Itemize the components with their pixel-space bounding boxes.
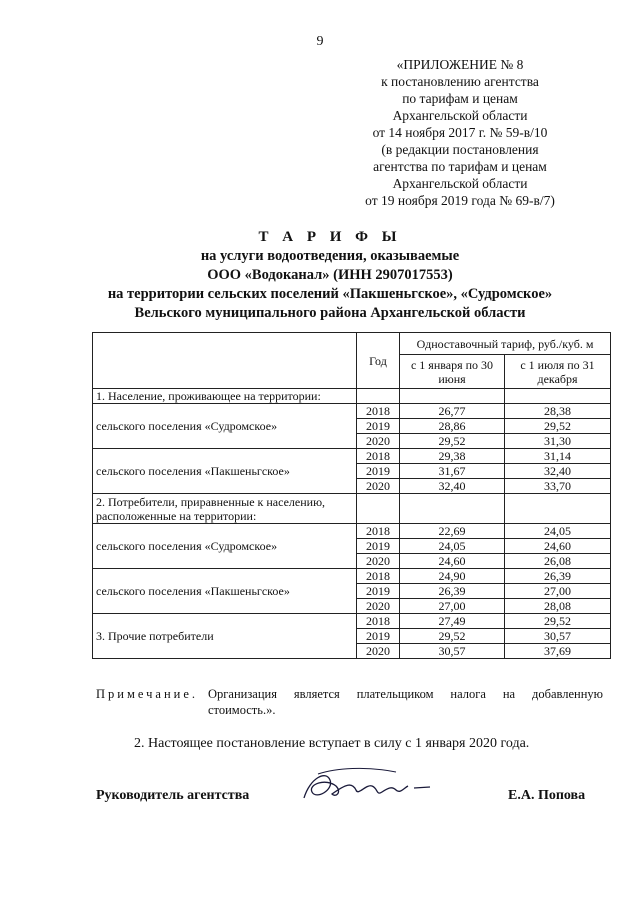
appendix-line: к постановлению агентства	[381, 74, 539, 89]
section-label: 1. Население, проживающее на территории:	[93, 389, 357, 404]
tariff-cell: 26,39	[400, 584, 505, 599]
heading-line: на услуги водоотведения, оказываемые	[200, 248, 460, 264]
year-cell: 2019	[357, 584, 400, 599]
clause-2: 2. Настоящее постановление вступает в силу с 1 января 2020 года.	[134, 736, 530, 751]
appendix-line: агентства по тарифам и ценам	[373, 159, 547, 174]
year-cell: 2019	[357, 419, 400, 434]
tariff-cell: 37,69	[505, 644, 611, 659]
blank-cell	[357, 494, 400, 524]
handwritten-signature	[296, 764, 436, 810]
heading-line: на территории сельских поселений «Пакшеньгское», «Судромское»	[107, 286, 553, 302]
year-cell: 2018	[357, 404, 400, 419]
blank-cell	[357, 389, 400, 404]
group-label: сельского поселения «Судромское»	[93, 404, 357, 449]
year-cell: 2020	[357, 479, 400, 494]
appendix-block	[340, 56, 580, 209]
group-label: сельского поселения «Пакшеньгское»	[93, 569, 357, 614]
tariff-cell: 28,86	[400, 419, 505, 434]
heading-line: Вельского муниципального района Архангельской области	[134, 305, 526, 321]
year-cell: 2018	[357, 449, 400, 464]
tariff-cell: 24,05	[400, 539, 505, 554]
year-cell: 2018	[357, 569, 400, 584]
section-label: 2. Потребители, приравненные к населению, расположенные на территории:	[93, 494, 357, 524]
blank-cell	[400, 389, 505, 404]
page-number: 9	[316, 34, 324, 49]
tariff-cell: 29,38	[400, 449, 505, 464]
tariff-cell: 32,40	[400, 479, 505, 494]
tariff-table	[92, 332, 611, 659]
year-cell: 2020	[357, 644, 400, 659]
heading-title: Т А Р И Ф Ы	[258, 229, 402, 245]
column-header-first-half: с 1 января по 30 июня	[400, 355, 505, 389]
tariff-cell: 31,30	[505, 434, 611, 449]
tariff-cell: 27,00	[400, 599, 505, 614]
group-label: сельского поселения «Пакшеньгское»	[93, 449, 357, 494]
tariff-cell: 24,90	[400, 569, 505, 584]
heading-line: ООО «Водоканал» (ИНН 2907017553)	[207, 267, 453, 283]
document-heading	[60, 228, 600, 323]
blank-cell	[505, 389, 611, 404]
appendix-line: от 19 ноября 2019 года № 69-в/7)	[365, 193, 555, 208]
tariff-cell: 28,08	[505, 599, 611, 614]
group-label: сельского поселения «Судромское»	[93, 524, 357, 569]
tariff-cell: 26,39	[505, 569, 611, 584]
signer-title: Руководитель агентства	[96, 788, 250, 803]
tariff-cell: 26,08	[505, 554, 611, 569]
year-cell: 2018	[357, 614, 400, 629]
header-empty-cell	[93, 333, 357, 389]
tariff-cell: 26,77	[400, 404, 505, 419]
tariff-cell: 29,52	[505, 614, 611, 629]
column-header-second-half: с 1 июля по 31 декабря	[505, 355, 611, 389]
tariff-cell: 27,00	[505, 584, 611, 599]
tariff-cell: 27,49	[400, 614, 505, 629]
tariff-cell: 30,57	[400, 644, 505, 659]
note-label: Примечание.	[96, 687, 199, 701]
tariff-cell: 29,52	[505, 419, 611, 434]
year-cell: 2019	[357, 539, 400, 554]
tariff-cell: 29,52	[400, 434, 505, 449]
year-cell: 2018	[357, 524, 400, 539]
year-cell: 2019	[357, 464, 400, 479]
tariff-cell: 31,14	[505, 449, 611, 464]
tariff-cell: 22,69	[400, 524, 505, 539]
tariff-cell: 24,60	[505, 539, 611, 554]
note-text: Организация является плательщиком налога на добавленную стоимость.».	[208, 687, 603, 717]
tariff-cell: 28,38	[505, 404, 611, 419]
column-header-tariff: Одноставочный тариф, руб./куб. м	[400, 333, 611, 355]
appendix-line: от 14 ноября 2017 г. № 59-в/10	[372, 125, 548, 140]
tariff-cell: 24,60	[400, 554, 505, 569]
column-header-year: Год	[357, 333, 400, 389]
tariff-cell: 33,70	[505, 479, 611, 494]
appendix-line: по тарифам и ценам	[402, 91, 518, 106]
appendix-line: (в редакции постановления	[381, 142, 539, 157]
note-block	[96, 686, 610, 718]
tariff-cell: 24,05	[505, 524, 611, 539]
blank-cell	[505, 494, 611, 524]
year-cell: 2019	[357, 629, 400, 644]
appendix-line: Архангельской области	[392, 108, 528, 123]
signer-name: Е.А. Попова	[508, 788, 586, 803]
blank-cell	[400, 494, 505, 524]
appendix-line: Архангельской области	[392, 176, 528, 191]
tariff-cell: 31,67	[400, 464, 505, 479]
group-label: 3. Прочие потребители	[93, 614, 357, 659]
year-cell: 2020	[357, 554, 400, 569]
tariff-cell: 29,52	[400, 629, 505, 644]
tariff-cell: 32,40	[505, 464, 611, 479]
tariff-cell: 30,57	[505, 629, 611, 644]
appendix-line: «ПРИЛОЖЕНИЕ № 8	[396, 57, 524, 72]
year-cell: 2020	[357, 599, 400, 614]
year-cell: 2020	[357, 434, 400, 449]
